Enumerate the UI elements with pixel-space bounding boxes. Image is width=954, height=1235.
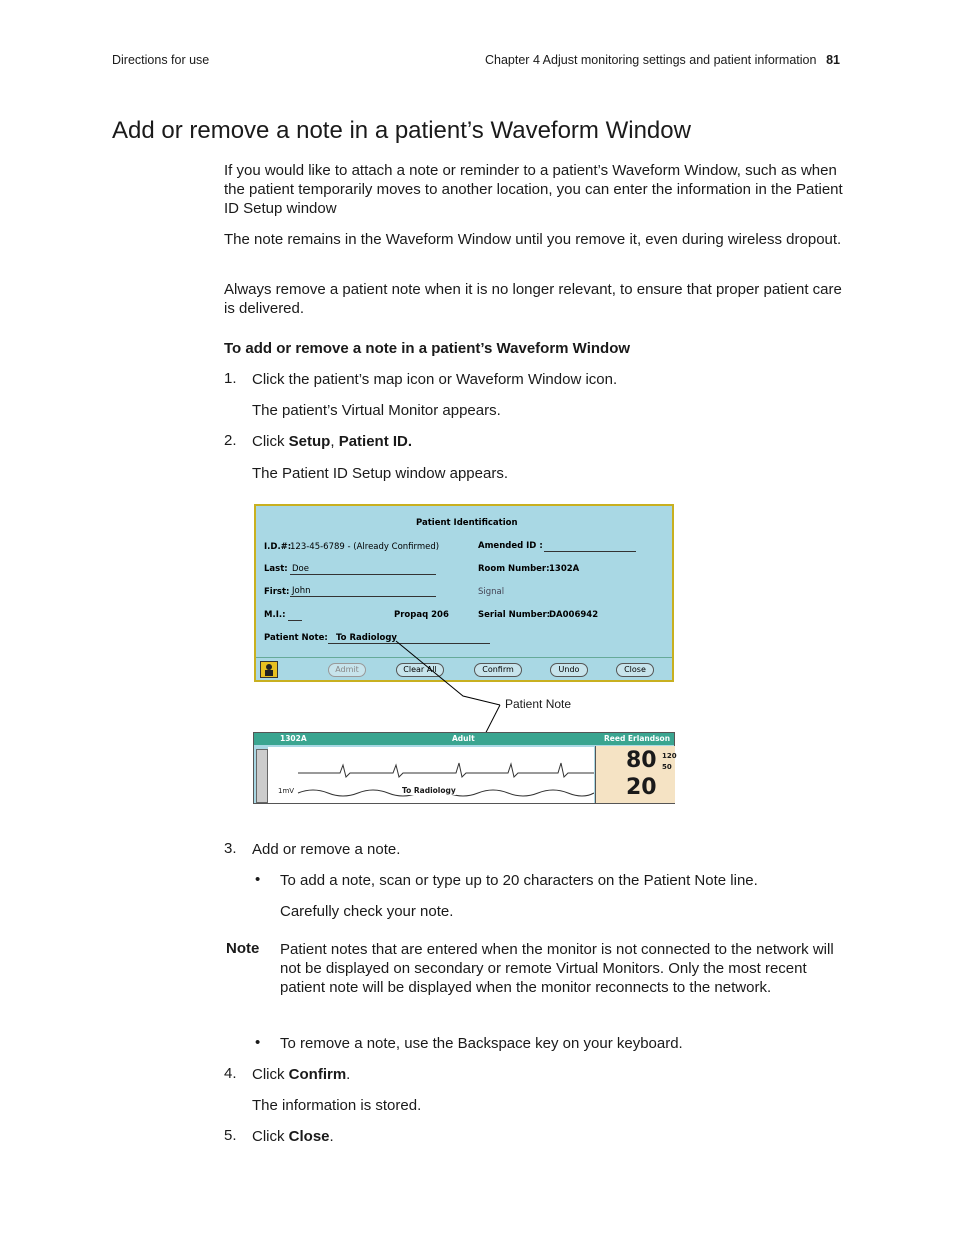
- pid-id-value: 123-45-6789 - (Already Confirmed): [290, 542, 440, 552]
- step-2-setup: Setup: [288, 433, 331, 450]
- intro-paragraph-1: If you would like to attach a note or reminder to a patient’s Waveform Window, such as when the patient temporarily moves to another location, you can enter the information in the Patient ID Setup window: [224, 162, 843, 217]
- pid-note-label: Patient Note:: [264, 633, 328, 643]
- pid-room-value: 1302A: [549, 564, 580, 574]
- step-2-number: 2.: [224, 432, 237, 449]
- note-label: Note: [226, 940, 260, 957]
- step-2-sep: ,: [330, 433, 339, 450]
- wf-side-strip: [256, 749, 268, 803]
- vitals-panel: [595, 746, 675, 803]
- wf-bp-sys: 120: [662, 752, 677, 760]
- step-5-suffix: .: [329, 1128, 334, 1145]
- waveform-area: [268, 747, 594, 803]
- step-1-number: 1.: [224, 370, 237, 387]
- bullet-1-marker: •: [255, 871, 261, 888]
- intro-paragraph-2: The note remains in the Waveform Window until you remove it, even during wireless dropout.: [224, 231, 842, 248]
- wf-hr: 80: [626, 748, 657, 773]
- page-title: Add or remove a note in a patient’s Waveform Window: [112, 117, 691, 144]
- intro-paragraph-3: Always remove a patient note when it is no longer relevant, to ensure that proper patient care is delivered.: [224, 281, 842, 317]
- step-4-number: 4.: [224, 1065, 237, 1082]
- note-text: Patient notes that are entered when the monitor is not connected to the network will not be displayed on secondary or remote Virtual Monitors. Only the most recent patient note will be displayed when the monitor reconnects to the network.: [280, 941, 834, 996]
- step-1-text: Click the patient’s map icon or Waveform Window icon.: [252, 371, 618, 388]
- pid-device: Propaq 206: [394, 610, 449, 620]
- pid-serial-value: DA006942: [549, 610, 599, 620]
- pid-room-label: Room Number:: [478, 564, 550, 574]
- wf-note: To Radiology: [402, 786, 456, 795]
- pid-mi-label: M.I.:: [264, 610, 286, 620]
- bullet-1-result: Carefully check your note.: [280, 903, 454, 920]
- chapter-title: Chapter 4 Adjust monitoring settings and patient information: [485, 53, 817, 67]
- procedure-heading: To add or remove a note in a patient’s Waveform Window: [224, 340, 631, 357]
- step-3-text: Add or remove a note.: [252, 841, 401, 858]
- close-button: Close: [616, 663, 654, 677]
- step-2-prefix: Click: [252, 433, 289, 450]
- step-5-close: Close: [288, 1128, 330, 1145]
- pid-first-value: John: [292, 586, 311, 596]
- wf-rr: 20: [626, 775, 657, 800]
- pid-amended-label: Amended ID :: [478, 541, 543, 551]
- wf-room: 1302A: [280, 734, 307, 743]
- pid-signal: Signal: [478, 587, 505, 597]
- wf-bp-dia: 50: [662, 763, 672, 771]
- step-2-patient-id: Patient ID.: [338, 433, 413, 450]
- pid-title: Patient Identification: [416, 518, 518, 528]
- step-4-prefix: Click: [252, 1066, 289, 1083]
- step-1-result: The patient’s Virtual Monitor appears.: [252, 402, 501, 419]
- step-3-number: 3.: [224, 840, 237, 857]
- confirm-button: Confirm: [474, 663, 522, 677]
- bullet-2-marker: •: [255, 1034, 261, 1051]
- pid-note-value: To Radiology: [336, 633, 397, 643]
- pid-last-label: Last:: [264, 564, 288, 574]
- step-4-result: The information is stored.: [252, 1097, 422, 1114]
- callout-patient-note: Patient Note: [505, 697, 572, 711]
- step-2-result: The Patient ID Setup window appears.: [252, 465, 508, 482]
- pid-serial-label: Serial Number:: [478, 610, 551, 620]
- wf-mv: 1mV: [278, 787, 295, 795]
- page-number: 81: [826, 53, 840, 67]
- waveform-window-figure: [253, 732, 675, 804]
- wf-name: Reed Erlandson: [604, 734, 671, 743]
- bullet-1-text: To add a note, scan or type up to 20 characters on the Patient Note line.: [280, 872, 758, 889]
- step-5-number: 5.: [224, 1127, 237, 1144]
- header-left: Directions for use: [112, 53, 210, 67]
- admit-button: Admit: [328, 663, 366, 677]
- pid-id-label: I.D.#:: [264, 542, 292, 552]
- step-4-suffix: .: [346, 1066, 351, 1083]
- undo-button: Undo: [550, 663, 588, 677]
- wf-mode: Adult: [452, 734, 475, 743]
- waveform-title-bar: [254, 733, 674, 745]
- pid-last-value: Doe: [292, 564, 309, 574]
- step-4-text: [252, 1065, 842, 1084]
- step-4-confirm: Confirm: [288, 1066, 347, 1083]
- step-5-prefix: Click: [252, 1128, 289, 1145]
- pid-first-label: First:: [264, 587, 290, 597]
- bullet-2-text: To remove a note, use the Backspace key on your keyboard.: [280, 1035, 683, 1052]
- step-5-text: [252, 1127, 842, 1146]
- clear-all-button: Clear All: [396, 663, 444, 677]
